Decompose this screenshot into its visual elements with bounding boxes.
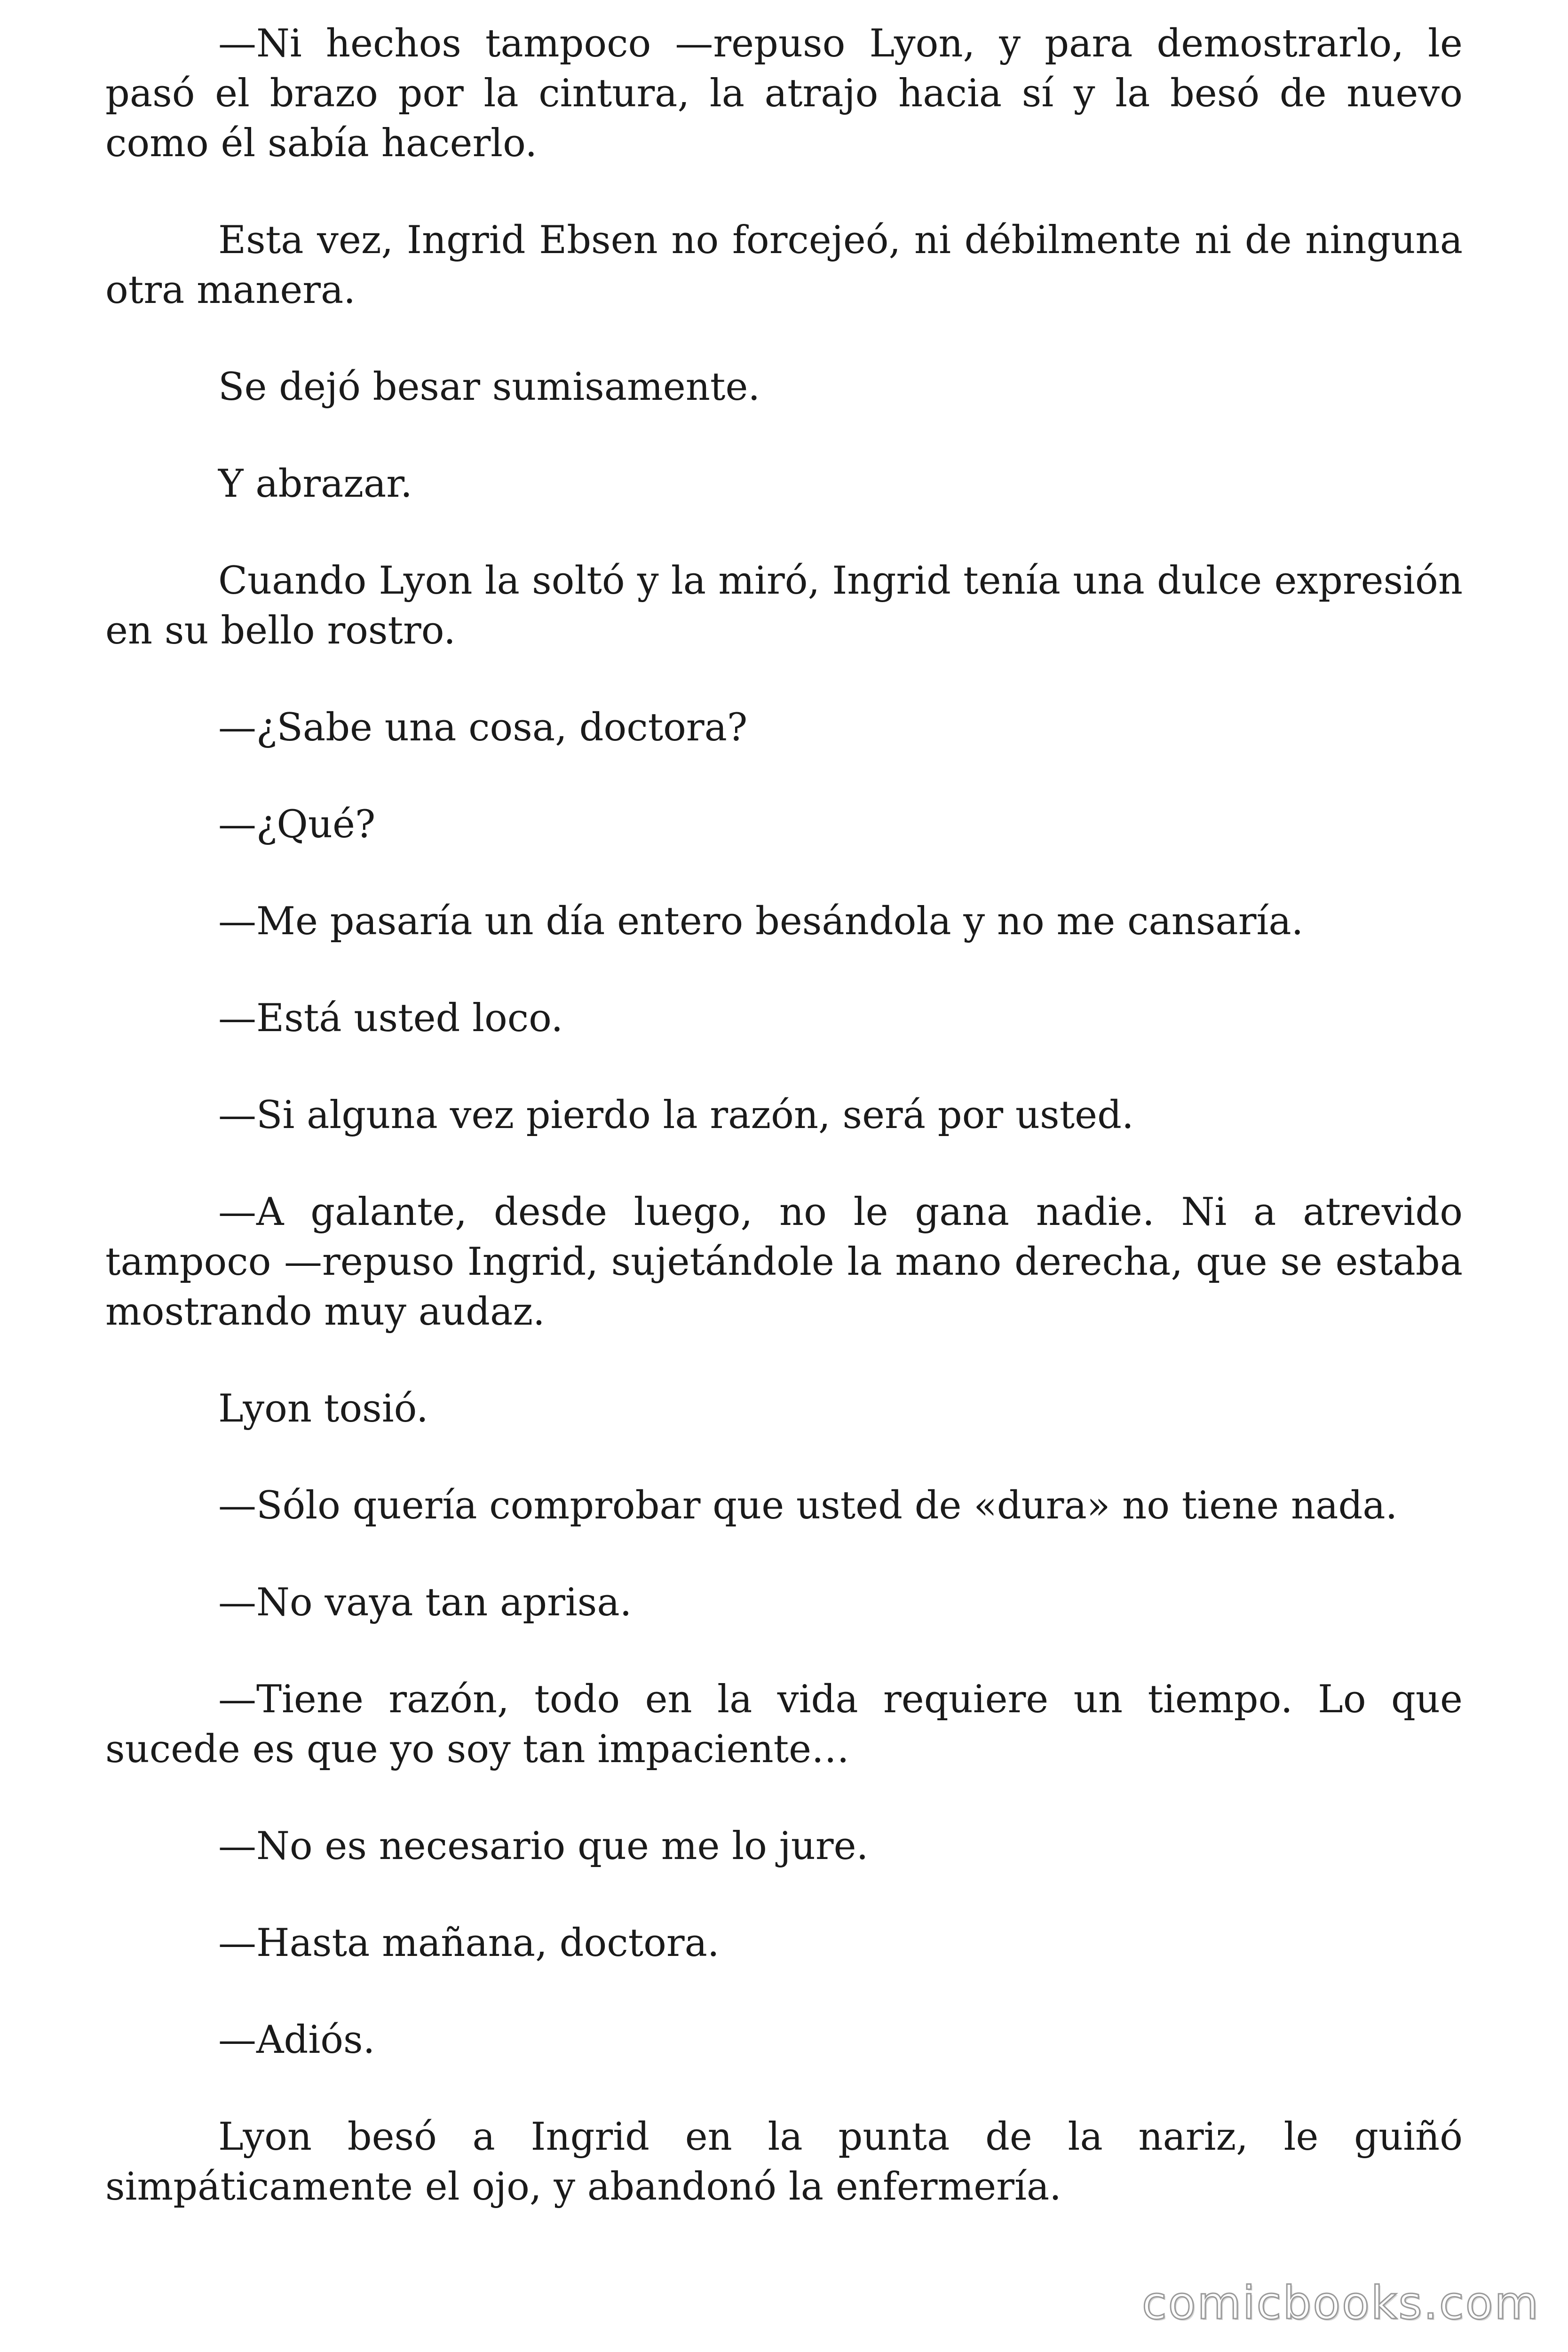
paragraph: —¿Qué? <box>218 803 376 847</box>
paragraph: Se dejó besar sumisamente. <box>218 365 760 409</box>
paragraph: Cuando Lyon la soltó y la miró, Ingrid tenía una dulce expresión en su bello rostro. <box>105 559 1463 653</box>
paragraph: —¿Sabe una cosa, doctora? <box>218 706 748 750</box>
paragraph: —No es necesario que me lo jure. <box>218 1824 869 1868</box>
paragraph: —Si alguna vez pierdo la razón, será por usted. <box>218 1093 1134 1137</box>
paragraph: Y abrazar. <box>218 462 412 506</box>
paragraph: —Está usted loco. <box>218 996 563 1041</box>
watermark: comicbooks.com <box>1141 2277 1540 2329</box>
paragraph: Lyon tosió. <box>218 1387 428 1431</box>
paragraph: —Hasta mañana, doctora. <box>218 1921 720 1965</box>
paragraph: Lyon besó a Ingrid en la punta de la nariz, le guiñó simpáticamente el ojo, y abandonó la enfermería. <box>105 2115 1463 2209</box>
paragraph: —Sólo quería comprobar que usted de «dura» no tiene nada. <box>218 1484 1398 1528</box>
paragraph: —No vaya tan aprisa. <box>218 1581 632 1625</box>
paragraph: —Ni hechos tampoco —repuso Lyon, y para demostrarlo, le pasó el brazo por la cintura, la atrajo hacia sí y la besó de nuevo como él sabía hacerlo. <box>105 22 1463 166</box>
paragraph: —Tiene razón, todo en la vida requiere un tiempo. Lo que sucede es que yo soy tan impaciente… <box>105 1677 1463 1772</box>
paragraph: Esta vez, Ingrid Ebsen no forcejeó, ni débilmente ni de ninguna otra manera. <box>105 218 1463 312</box>
page-body <box>105 19 1463 2259</box>
paragraph: —Me pasaría un día entero besándola y no me cansaría. <box>218 899 1304 944</box>
paragraph: —Adiós. <box>218 2018 375 2062</box>
paragraph: —A galante, desde luego, no le gana nadie. Ni a atrevido tampoco —repuso Ingrid, sujetándole la mano derecha, que se estaba mostrando muy audaz. <box>105 1190 1463 1334</box>
